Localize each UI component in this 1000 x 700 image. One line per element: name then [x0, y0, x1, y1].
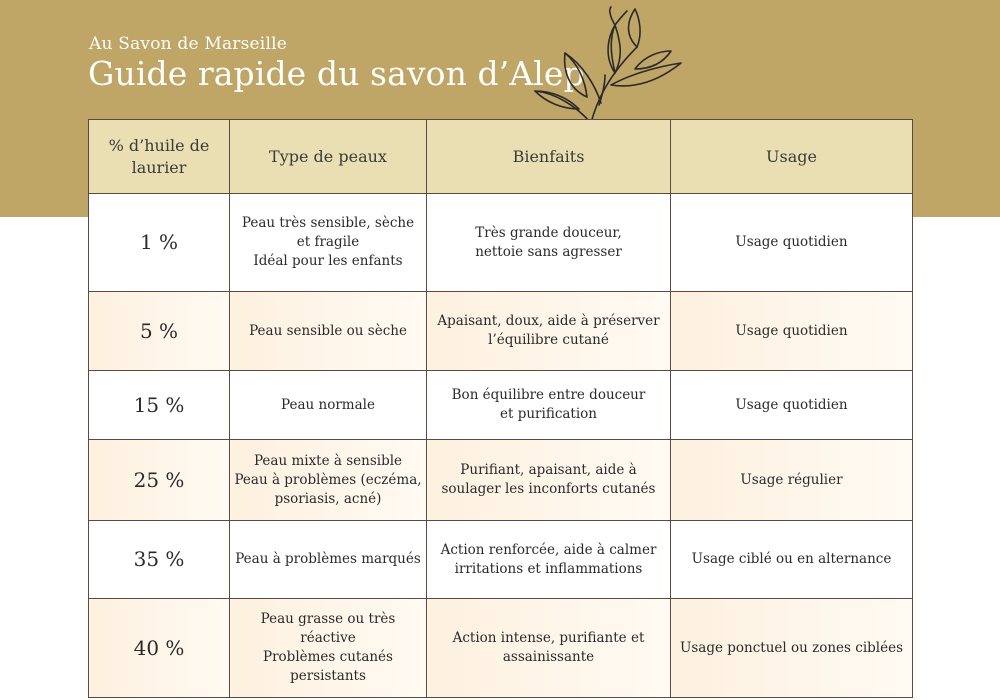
cell-line: Purifiant, apaisant, aide à — [460, 462, 637, 478]
cell-line: Usage régulier — [740, 471, 843, 488]
skin-type-cell — [230, 440, 427, 521]
usage-cell — [671, 440, 913, 521]
cell-line: Peau à problèmes marqués — [235, 551, 421, 567]
header-laurel-oil — [89, 120, 230, 194]
header-line: laurier — [131, 157, 187, 177]
benefits-cell — [427, 521, 671, 599]
cell-line: et fragile — [296, 234, 360, 250]
table-row — [89, 440, 913, 521]
header-line: Usage — [766, 146, 817, 166]
usage-cell — [671, 292, 913, 371]
usage-cell — [671, 371, 913, 440]
table-row — [89, 194, 913, 292]
cell-line: Usage ponctuel ou zones ciblées — [679, 639, 904, 656]
cell-line: Peau mixte à sensible — [253, 452, 403, 469]
usage-cell — [671, 521, 913, 599]
laurel-oil-percentage: 1 % — [89, 194, 230, 292]
cell-line: Idéal pour les enfants — [253, 253, 403, 269]
page-title: Guide rapide du savon d’Alep — [88, 54, 585, 93]
skin-type-cell — [230, 599, 427, 698]
table-row — [89, 599, 913, 698]
header-line: Type de peaux — [269, 146, 387, 166]
usage-cell — [671, 194, 913, 292]
skin-type-cell — [230, 292, 427, 371]
laurel-oil-percentage: 40 % — [89, 599, 230, 698]
header-skin-type — [230, 120, 427, 194]
cell-line: irritations et inflammations — [454, 560, 643, 577]
cell-line: Peau très sensible, sèche — [241, 215, 415, 231]
table-row — [89, 371, 913, 440]
table-header-row — [89, 120, 913, 194]
benefits-cell — [427, 371, 671, 440]
cell-line: Peau normale — [281, 396, 375, 413]
cell-line: Peau sensible ou sèche — [249, 322, 407, 339]
olive-branch-icon — [505, 5, 695, 125]
cell-line: Usage quotidien — [735, 396, 848, 413]
laurel-oil-percentage: 15 % — [89, 371, 230, 440]
cell-line: Très grande douceur, — [475, 224, 622, 241]
usage-cell — [671, 599, 913, 698]
cell-line: Problèmes cutanés — [263, 649, 393, 665]
benefits-cell — [427, 194, 671, 292]
benefits-cell — [427, 440, 671, 521]
skin-type-cell — [230, 521, 427, 599]
skin-type-cell — [230, 194, 427, 292]
cell-line: soulager les inconforts cutanés — [441, 481, 656, 497]
cell-line: Action renforcée, aide à calmer — [440, 541, 657, 558]
benefits-cell — [427, 292, 671, 371]
cell-line: Usage quotidien — [735, 322, 848, 339]
cell-line: psoriasis, acné) — [274, 490, 382, 507]
benefits-cell — [427, 599, 671, 698]
header-usage — [671, 120, 913, 194]
laurel-oil-percentage: 25 % — [89, 440, 230, 521]
cell-line: assainissante — [502, 649, 595, 665]
cell-line: Apaisant, doux, aide à préserver — [437, 313, 660, 329]
header-line: % d’huile de — [108, 135, 210, 155]
soap-guide-table — [88, 119, 913, 698]
cell-line: Usage quotidien — [735, 234, 848, 250]
cell-line: Peau à problèmes (eczéma, — [234, 471, 422, 488]
header-line: Bienfaits — [512, 146, 585, 166]
cell-line: persistants — [290, 668, 366, 684]
header-benefits — [427, 120, 671, 194]
cell-line: Peau grasse ou très réactive — [260, 611, 396, 646]
cell-line: Action intense, purifiante et — [452, 630, 645, 646]
cell-line: Usage ciblé ou en alternance — [691, 551, 892, 567]
cell-line: Bon équilibre entre douceur — [451, 387, 646, 403]
laurel-oil-percentage: 35 % — [89, 521, 230, 599]
skin-type-cell — [230, 371, 427, 440]
cell-line: l’équilibre cutané — [488, 332, 609, 348]
table-row — [89, 521, 913, 599]
cell-line: nettoie sans agresser — [475, 243, 622, 260]
table-row — [89, 292, 913, 371]
laurel-oil-percentage: 5 % — [89, 292, 230, 371]
brand-name: Au Savon de Marseille — [89, 34, 287, 54]
cell-line: et purification — [500, 406, 597, 422]
